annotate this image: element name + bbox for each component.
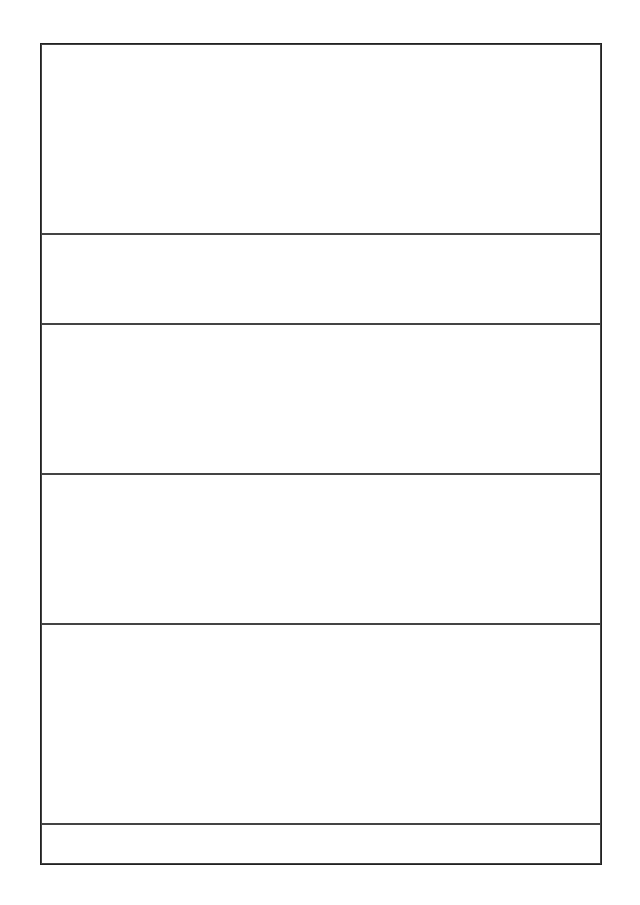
table-cell <box>41 44 601 234</box>
table-cell <box>41 324 601 474</box>
table-cell <box>41 624 601 824</box>
data-table <box>40 43 602 865</box>
table-cell <box>41 824 601 864</box>
table-cell <box>41 234 601 324</box>
table-cell <box>41 474 601 624</box>
